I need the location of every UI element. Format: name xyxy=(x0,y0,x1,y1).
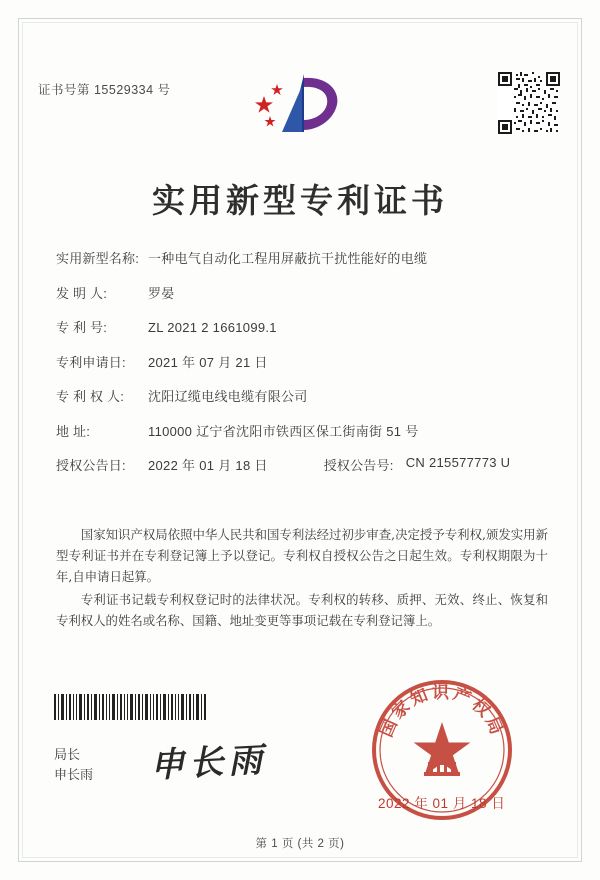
field-label-grant-date: 授权公告日: xyxy=(56,458,126,473)
signature-role: 局长 xyxy=(54,747,81,762)
svg-text:国家知识产权局: 国家知识产权局 xyxy=(376,683,508,741)
field-value-patentee: 沈阳辽缆电线电缆有限公司 xyxy=(148,389,308,404)
legal-paragraph-2: 专利证书记载专利权登记时的法律状况。专利权的转移、质押、无效、终止、恢复和专利权人的姓名或名称、国籍、地址变更等事项记载在专利登记簿上。 xyxy=(56,592,548,628)
field-label-grant-no: 授权公告号: xyxy=(323,458,394,473)
legal-paragraph-1: 国家知识产权局依照中华人民共和国专利法经过初步审查,决定授予专利权,颁发实用新型专利证书并在专利登记簿上予以登记。专利权自授权公告之日起生效。专利权期限为十年,自申请日起算。 xyxy=(56,527,548,584)
certificate-number: 证书号第 15529334 号 xyxy=(38,83,171,97)
field-row xyxy=(56,283,556,302)
field-value-address: 110000 辽宁省沈阳市铁西区保工街南街 51 号 xyxy=(148,423,419,439)
field-row xyxy=(56,352,556,371)
field-value-patent-no: ZL 2021 2 1661099.1 xyxy=(148,320,277,335)
signature-name: 申长雨 xyxy=(54,767,94,782)
field-row xyxy=(56,386,556,405)
qr-code xyxy=(498,72,560,134)
field-value-name: 一种电气自动化工程用屏蔽抗干扰性能好的电缆 xyxy=(148,251,428,266)
page-footer: 第 1 页 (共 2 页) xyxy=(255,838,345,850)
signature-labels xyxy=(54,745,93,785)
field-label-patentee: 专 利 权 人: xyxy=(56,389,125,404)
page-title: 实用新型专利证书 xyxy=(152,181,448,220)
field-label-filing-date: 专利申请日: xyxy=(56,354,126,370)
field-label-name: 实用新型名称: xyxy=(56,251,140,266)
field-value-filing-date: 2021 年 07 月 21 日 xyxy=(148,354,268,370)
grant-number-group xyxy=(324,455,511,474)
field-row-grant xyxy=(56,455,556,474)
fields-block xyxy=(56,248,556,490)
handwritten-signature: 申长雨 xyxy=(149,739,269,787)
field-value-grant-no: CN 215577773 U xyxy=(405,455,511,470)
field-value-inventor: 罗晏 xyxy=(148,285,175,301)
field-label-address: 地 址: xyxy=(56,423,91,439)
legal-text-block xyxy=(56,524,548,633)
barcode xyxy=(54,694,206,720)
field-row xyxy=(56,317,556,336)
field-label-patent-no: 专 利 号: xyxy=(56,320,108,335)
seal-date: 2022 年 01 月 18 日 xyxy=(378,796,506,811)
field-value-grant-date: 2022 年 01 月 18 日 xyxy=(148,458,268,473)
cnipa-logo xyxy=(246,72,356,138)
field-row xyxy=(56,421,556,440)
field-label-inventor: 发 明 人: xyxy=(56,285,108,301)
field-row xyxy=(56,248,556,267)
